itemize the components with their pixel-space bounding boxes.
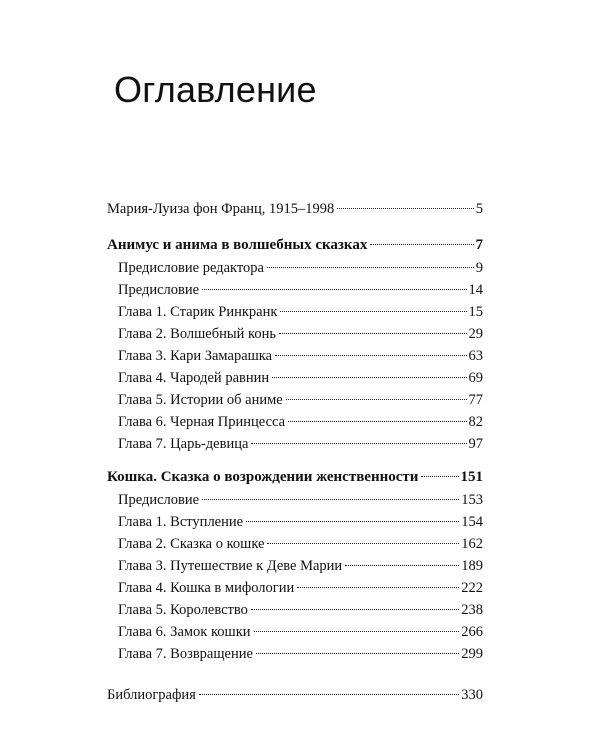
toc-entry xyxy=(0,488,600,512)
toc-entry xyxy=(0,465,600,489)
toc-link[interactable] xyxy=(118,256,483,280)
toc-entry-label: Библиография xyxy=(107,687,196,703)
toc-leader-dots xyxy=(202,289,466,290)
toc-link[interactable] xyxy=(107,233,483,257)
toc-entry-label: Предисловие xyxy=(118,492,200,508)
toc-entry xyxy=(0,410,600,434)
toc-page-number: 69 xyxy=(468,370,483,386)
toc-page-number: 82 xyxy=(468,414,483,430)
toc-page-number: 63 xyxy=(468,348,483,364)
toc-link[interactable] xyxy=(107,465,483,489)
toc-entry xyxy=(0,554,600,578)
toc-link[interactable] xyxy=(107,197,483,221)
toc-page-number: 238 xyxy=(461,602,483,618)
toc-leader-dots xyxy=(267,267,474,268)
toc-entry-label: Глава 2. Сказка о кошке xyxy=(118,536,265,552)
toc-page-number: 299 xyxy=(461,646,483,662)
toc-link[interactable] xyxy=(118,432,483,456)
toc-leader-dots xyxy=(279,333,467,334)
toc-page-number: 153 xyxy=(461,492,483,508)
toc-page-number: 5 xyxy=(475,201,483,217)
toc-page-number: 189 xyxy=(461,558,483,574)
toc-entry-label: Глава 7. Возвращение xyxy=(118,646,253,662)
toc-entry xyxy=(0,256,600,280)
toc-link[interactable] xyxy=(118,532,483,556)
toc-entry-label: Глава 6. Замок кошки xyxy=(118,624,251,640)
toc-leader-dots xyxy=(202,499,459,500)
toc-entry xyxy=(0,598,600,622)
toc-entry-label: Глава 4. Кошка в мифологии xyxy=(118,580,295,596)
toc-entry xyxy=(0,532,600,556)
toc-link[interactable] xyxy=(118,510,483,534)
toc-entry xyxy=(0,278,600,302)
toc-leader-dots xyxy=(286,399,467,400)
toc-page-number: 151 xyxy=(460,469,483,485)
toc-link[interactable] xyxy=(118,488,483,512)
toc-link[interactable] xyxy=(118,598,483,622)
toc-entry-label: Глава 3. Кари Замарашка xyxy=(118,348,273,364)
toc-page-number: 77 xyxy=(468,392,483,408)
toc-entry-label: Глава 6. Черная Принцесса xyxy=(118,414,286,430)
toc-entry xyxy=(0,388,600,412)
page-title: Оглавление xyxy=(114,69,317,110)
toc-leader-dots xyxy=(199,694,459,695)
toc-link[interactable] xyxy=(118,410,483,434)
toc-page-number: 7 xyxy=(475,237,483,253)
toc-page-number: 266 xyxy=(461,624,483,640)
toc-entry xyxy=(0,576,600,600)
toc-entry-label: Анимус и анима в волшебных сказках xyxy=(107,237,368,253)
toc-entry-label: Глава 3. Путешествие к Деве Марии xyxy=(118,558,343,574)
toc-entry-label: Глава 7. Царь-девица xyxy=(118,436,249,452)
toc-page-number: 330 xyxy=(461,687,483,703)
toc-link[interactable] xyxy=(118,642,483,666)
toc-entry xyxy=(0,683,600,707)
toc-leader-dots xyxy=(288,421,466,422)
toc-link[interactable] xyxy=(118,620,483,644)
toc-entry-label: Мария-Луиза фон Франц, 1915–1998 xyxy=(107,201,335,217)
toc-page-number: 97 xyxy=(468,436,483,452)
toc-leader-dots xyxy=(272,377,466,378)
toc-entry xyxy=(0,233,600,257)
toc-leader-dots xyxy=(297,587,459,588)
toc-page-number: 154 xyxy=(461,514,483,530)
toc-entry-label: Глава 2. Волшебный конь xyxy=(118,326,276,342)
toc-page-number: 162 xyxy=(461,536,483,552)
toc-entry xyxy=(0,344,600,368)
toc-leader-dots xyxy=(267,543,459,544)
toc-page-number: 222 xyxy=(461,580,483,596)
toc-entry xyxy=(0,366,600,390)
toc-page-number: 9 xyxy=(475,260,483,276)
toc-leader-dots xyxy=(345,565,459,566)
toc-entry-label: Глава 4. Чародей равнин xyxy=(118,370,270,386)
toc-entry xyxy=(0,620,600,644)
toc-leader-dots xyxy=(275,355,466,356)
toc-link[interactable] xyxy=(118,576,483,600)
toc-leader-dots xyxy=(251,609,459,610)
toc-entry-label: Предисловие xyxy=(118,282,200,298)
toc-entry xyxy=(0,510,600,534)
toc-link[interactable] xyxy=(118,278,483,302)
toc-page-number: 29 xyxy=(468,326,483,342)
toc-page-number: 15 xyxy=(468,304,483,320)
toc-entry-label: Предисловие редактора xyxy=(118,260,264,276)
toc-link[interactable] xyxy=(118,366,483,390)
toc-page-number: 14 xyxy=(468,282,483,298)
toc-leader-dots xyxy=(337,208,473,209)
toc-link[interactable] xyxy=(118,322,483,346)
toc-link[interactable] xyxy=(118,300,483,324)
toc-leader-dots xyxy=(254,631,460,632)
toc-entry xyxy=(0,432,600,456)
toc-entry xyxy=(0,300,600,324)
toc-link[interactable] xyxy=(107,683,483,707)
toc-leader-dots xyxy=(421,476,458,477)
toc-link[interactable] xyxy=(118,344,483,368)
toc-entry-label: Глава 1. Вступление xyxy=(118,514,244,530)
toc-leader-dots xyxy=(280,311,466,312)
toc-leader-dots xyxy=(370,244,473,245)
toc-entry-label: Глава 1. Старик Ринкранк xyxy=(118,304,278,320)
toc-leader-dots xyxy=(256,653,459,654)
toc-entry xyxy=(0,322,600,346)
toc-entry xyxy=(0,642,600,666)
toc-entry xyxy=(0,197,600,221)
toc-entry-label: Кошка. Сказка о возрождении женственности xyxy=(107,469,419,485)
toc-leader-dots xyxy=(246,521,459,522)
toc-leader-dots xyxy=(251,443,466,444)
toc-link[interactable] xyxy=(118,554,483,578)
toc-entry-label: Глава 5. Королевство xyxy=(118,602,248,618)
toc-link[interactable] xyxy=(118,388,483,412)
toc-entry-label: Глава 5. Истории об аниме xyxy=(118,392,283,408)
